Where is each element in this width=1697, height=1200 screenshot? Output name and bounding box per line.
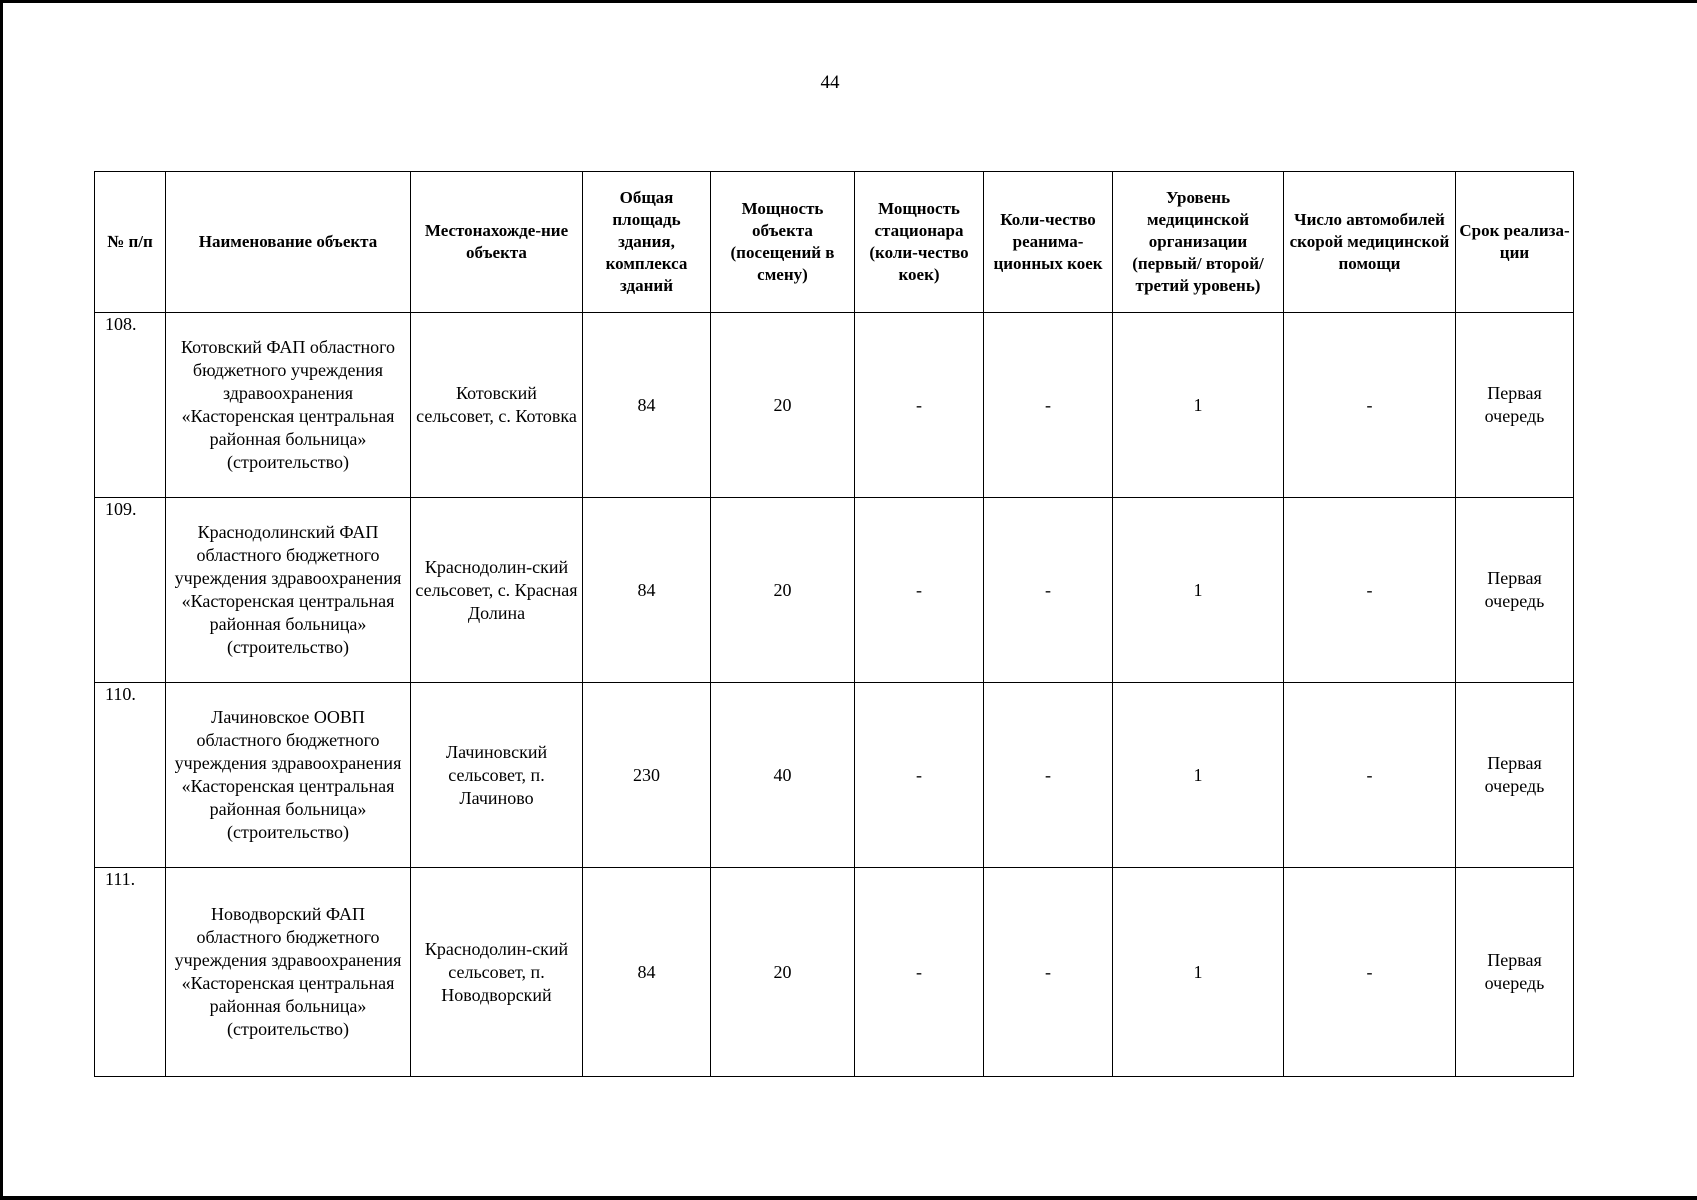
cell-number: 109. [95, 498, 166, 683]
header-cell-ambulances: Число автомобилей скорой медицинской помощи [1284, 172, 1456, 313]
cell-name: Котовский ФАП областного бюджетного учреждения здравоохранения «Касторенская центральная районная больница» (строительство) [166, 313, 411, 498]
header-cell-beds: Мощность стационара (коли-чество коек) [855, 172, 984, 313]
cell-name: Краснодолинский ФАП областного бюджетного учреждения здравоохранения «Касторенская центральная районная больница» (строительство) [166, 498, 411, 683]
cell-level: 1 [1113, 498, 1284, 683]
header-cell-area: Общая площадь здания, комплекса зданий [583, 172, 711, 313]
cell-location: Лачиновский сельсовет, п. Лачиново [411, 683, 583, 868]
cell-ambulances: - [1284, 868, 1456, 1077]
cell-capacity: 20 [711, 868, 855, 1077]
cell-ambulances: - [1284, 498, 1456, 683]
cell-area: 230 [583, 683, 711, 868]
cell-level: 1 [1113, 683, 1284, 868]
cell-icu-beds: - [984, 868, 1113, 1077]
cell-icu-beds: - [984, 313, 1113, 498]
cell-term: Первая очередь [1456, 868, 1574, 1077]
cell-capacity: 20 [711, 498, 855, 683]
cell-beds: - [855, 313, 984, 498]
table-row [95, 313, 1574, 498]
cell-term: Первая очередь [1456, 313, 1574, 498]
cell-level: 1 [1113, 868, 1284, 1077]
facilities-table [94, 171, 1574, 1077]
table-row [95, 868, 1574, 1077]
table-header-row [95, 172, 1574, 313]
header-cell-location: Местонахожде-ние объекта [411, 172, 583, 313]
table-row [95, 498, 1574, 683]
cell-number: 111. [95, 868, 166, 1077]
cell-ambulances: - [1284, 683, 1456, 868]
cell-capacity: 20 [711, 313, 855, 498]
header-cell-term: Срок реализа-ции [1456, 172, 1574, 313]
cell-level: 1 [1113, 313, 1284, 498]
cell-ambulances: - [1284, 313, 1456, 498]
cell-beds: - [855, 868, 984, 1077]
cell-term: Первая очередь [1456, 498, 1574, 683]
header-cell-capacity: Мощность объекта (посещений в смену) [711, 172, 855, 313]
cell-icu-beds: - [984, 683, 1113, 868]
cell-area: 84 [583, 313, 711, 498]
header-cell-level: Уровень медицинской организации (первый/ второй/ третий уровень) [1113, 172, 1284, 313]
scan-edge-top [0, 0, 1697, 3]
scan-edge-bottom [0, 1196, 1697, 1200]
table-row [95, 683, 1574, 868]
cell-name: Новодворский ФАП областного бюджетного учреждения здравоохранения «Касторенская центральная районная больница» (строительство) [166, 868, 411, 1077]
cell-area: 84 [583, 868, 711, 1077]
header-cell-name: Наименование объекта [166, 172, 411, 313]
cell-beds: - [855, 683, 984, 868]
cell-term: Первая очередь [1456, 683, 1574, 868]
scan-edge-left [0, 0, 3, 1200]
cell-location: Краснодолин-ский сельсовет, с. Красная Долина [411, 498, 583, 683]
page-number: 44 [820, 72, 840, 93]
cell-icu-beds: - [984, 498, 1113, 683]
cell-number: 110. [95, 683, 166, 868]
cell-capacity: 40 [711, 683, 855, 868]
header-cell-icu-beds: Коли-чество реанима-ционных коек [984, 172, 1113, 313]
cell-beds: - [855, 498, 984, 683]
header-cell-number: № п/п [95, 172, 166, 313]
cell-location: Краснодолин-ский сельсовет, п. Новодворский [411, 868, 583, 1077]
cell-location: Котовский сельсовет, с. Котовка [411, 313, 583, 498]
cell-area: 84 [583, 498, 711, 683]
cell-number: 108. [95, 313, 166, 498]
cell-name: Лачиновское ООВП областного бюджетного учреждения здравоохранения «Касторенская центральная районная больница» (строительство) [166, 683, 411, 868]
